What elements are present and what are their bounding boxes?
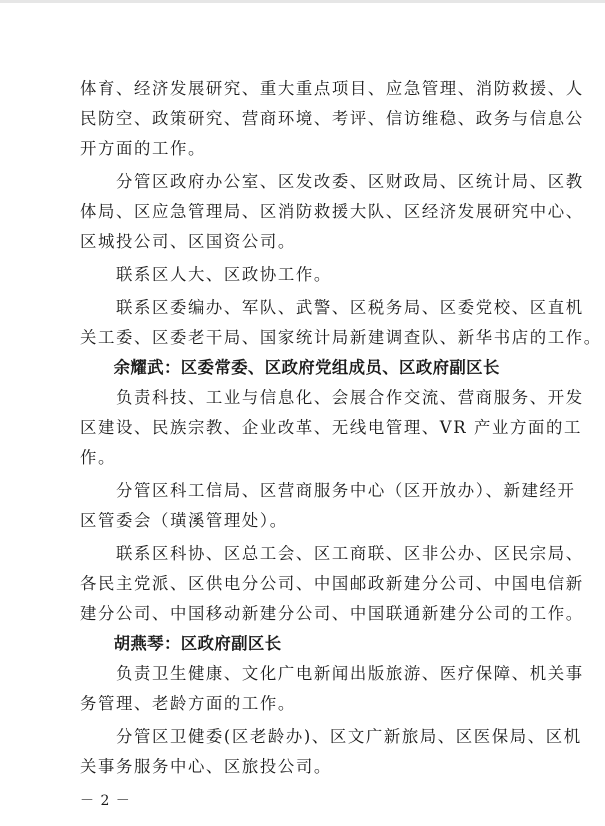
text-line: 联系区科协、区总工会、区工商联、区非公办、区民宗局、	[80, 544, 584, 563]
text-line: 负责卫生健康、文化广电新闻出版旅游、医疗保障、机关事	[80, 664, 584, 683]
text-line: 各民主党派、区供电分公司、中国邮政新建分公司、中国电信新	[80, 574, 584, 593]
document-body	[80, 74, 602, 782]
text-line: 负责科技、工业与信息化、会展合作交流、营商服务、开发	[80, 388, 584, 407]
text-line: 建分公司、中国移动新建分公司、中国联通新建分公司的工作。	[80, 604, 584, 623]
text-line: 民防空、政策研究、营商环境、考评、信访维稳、政务与信息公	[80, 109, 584, 128]
text-line: 体局、区应急管理局、区消防救援大队、区经济发展研究中心、	[80, 202, 584, 221]
text-line: 区建设、民族宗教、企业改革、无线电管理、VR 产业方面的工	[80, 418, 582, 437]
text-line: 务管理、老龄方面的工作。	[80, 694, 296, 713]
text-line: 区城投公司、区国资公司。	[80, 232, 296, 251]
page-number: － 2 －	[80, 793, 131, 809]
text-line: 分管区科工信局、区营商服务中心（区开放办）、新建经开	[80, 481, 576, 500]
text-line: 体育、经济发展研究、重大重点项目、应急管理、消防救援、人	[80, 79, 584, 98]
page-top-edge	[0, 0, 605, 3]
text-line: 联系区人大、区政协工作。	[80, 265, 332, 284]
text-line: 联系区委编办、军队、武警、区税务局、区委党校、区直机	[80, 298, 584, 317]
text-line: 作。	[80, 448, 116, 467]
text-line: 区管委会（璜溪管理处）。	[80, 511, 288, 530]
text-line: 分管区政府办公室、区发改委、区财政局、区统计局、区教	[80, 172, 584, 191]
text-line: 关事务服务中心、区旅投公司。	[80, 757, 332, 776]
section-heading: 余耀武：区委常委、区政府党组成员、区政府副区长	[80, 358, 500, 377]
text-line: 分管区卫健委(区老龄办)、区文广新旅局、区医保局、区机	[80, 727, 582, 746]
text-line: 关工委、区委老干局、国家统计局新建调查队、新华书店的工作。	[80, 328, 602, 347]
text-line: 开方面的工作。	[80, 139, 206, 158]
section-heading: 胡燕琴：区政府副区长	[80, 634, 282, 653]
